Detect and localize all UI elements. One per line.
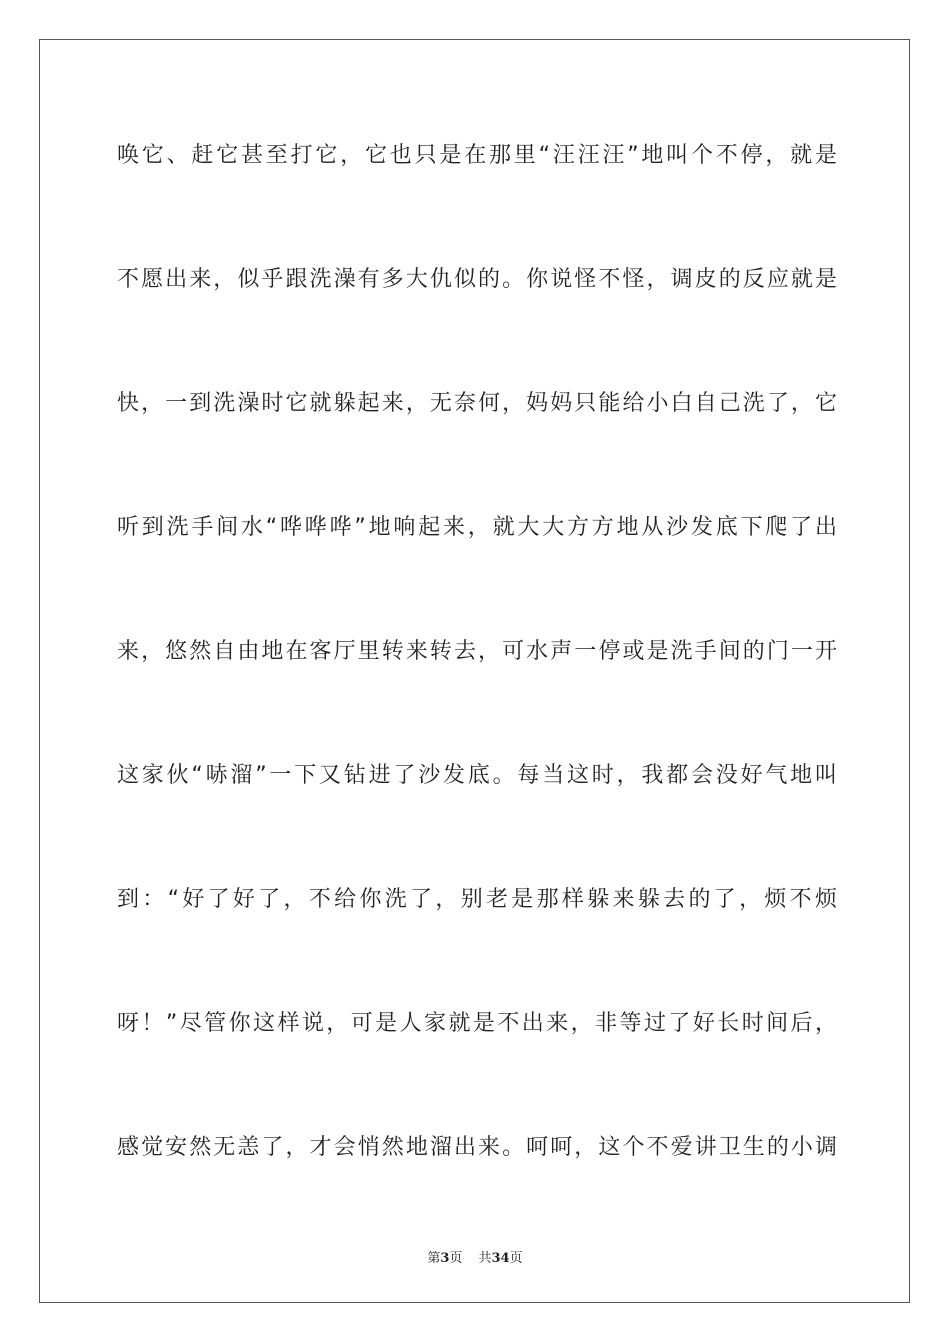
text-line: 呀！”尽管你这样说，可是人家就是不出来，非等过了好长时间后， bbox=[117, 1011, 837, 1036]
page-number-prefix: 第 bbox=[427, 1251, 441, 1266]
text-line: 这家伙“哧溜”一下又钻进了沙发底。每当这时，我都会没好气地叫 bbox=[117, 763, 837, 788]
page-footer bbox=[0, 1247, 950, 1266]
text-line: 到：“好了好了，不给你洗了，别老是那样躲来躲去的了，烦不烦 bbox=[117, 887, 837, 912]
current-page-number: 3 bbox=[440, 1251, 450, 1266]
text-line: 来，悠然自由地在客厅里转来转去，可水声一停或是洗手间的门一开 bbox=[117, 639, 837, 664]
total-page-count: 34 bbox=[491, 1251, 510, 1266]
text-line: 快，一到洗澡时它就躲起来，无奈何，妈妈只能给小白自己洗了，它 bbox=[117, 391, 837, 416]
text-line: 感觉安然无恙了，才会悄然地溜出来。呵呵，这个不爱讲卫生的小调 bbox=[117, 1135, 837, 1160]
total-pages-suffix: 页 bbox=[509, 1251, 523, 1266]
text-line: 不愿出来，似乎跟洗澡有多大仇似的。你说怪不怪，调皮的反应就是 bbox=[117, 267, 837, 292]
total-pages-prefix: 共 bbox=[478, 1251, 492, 1266]
text-line: 唤它、赶它甚至打它，它也只是在那里“汪汪汪”地叫个不停，就是 bbox=[117, 143, 837, 168]
body-text bbox=[117, 125, 837, 1241]
page-number-suffix: 页 bbox=[449, 1251, 463, 1266]
text-line: 听到洗手间水“哗哗哗”地响起来，就大大方方地从沙发底下爬了出 bbox=[117, 515, 837, 540]
